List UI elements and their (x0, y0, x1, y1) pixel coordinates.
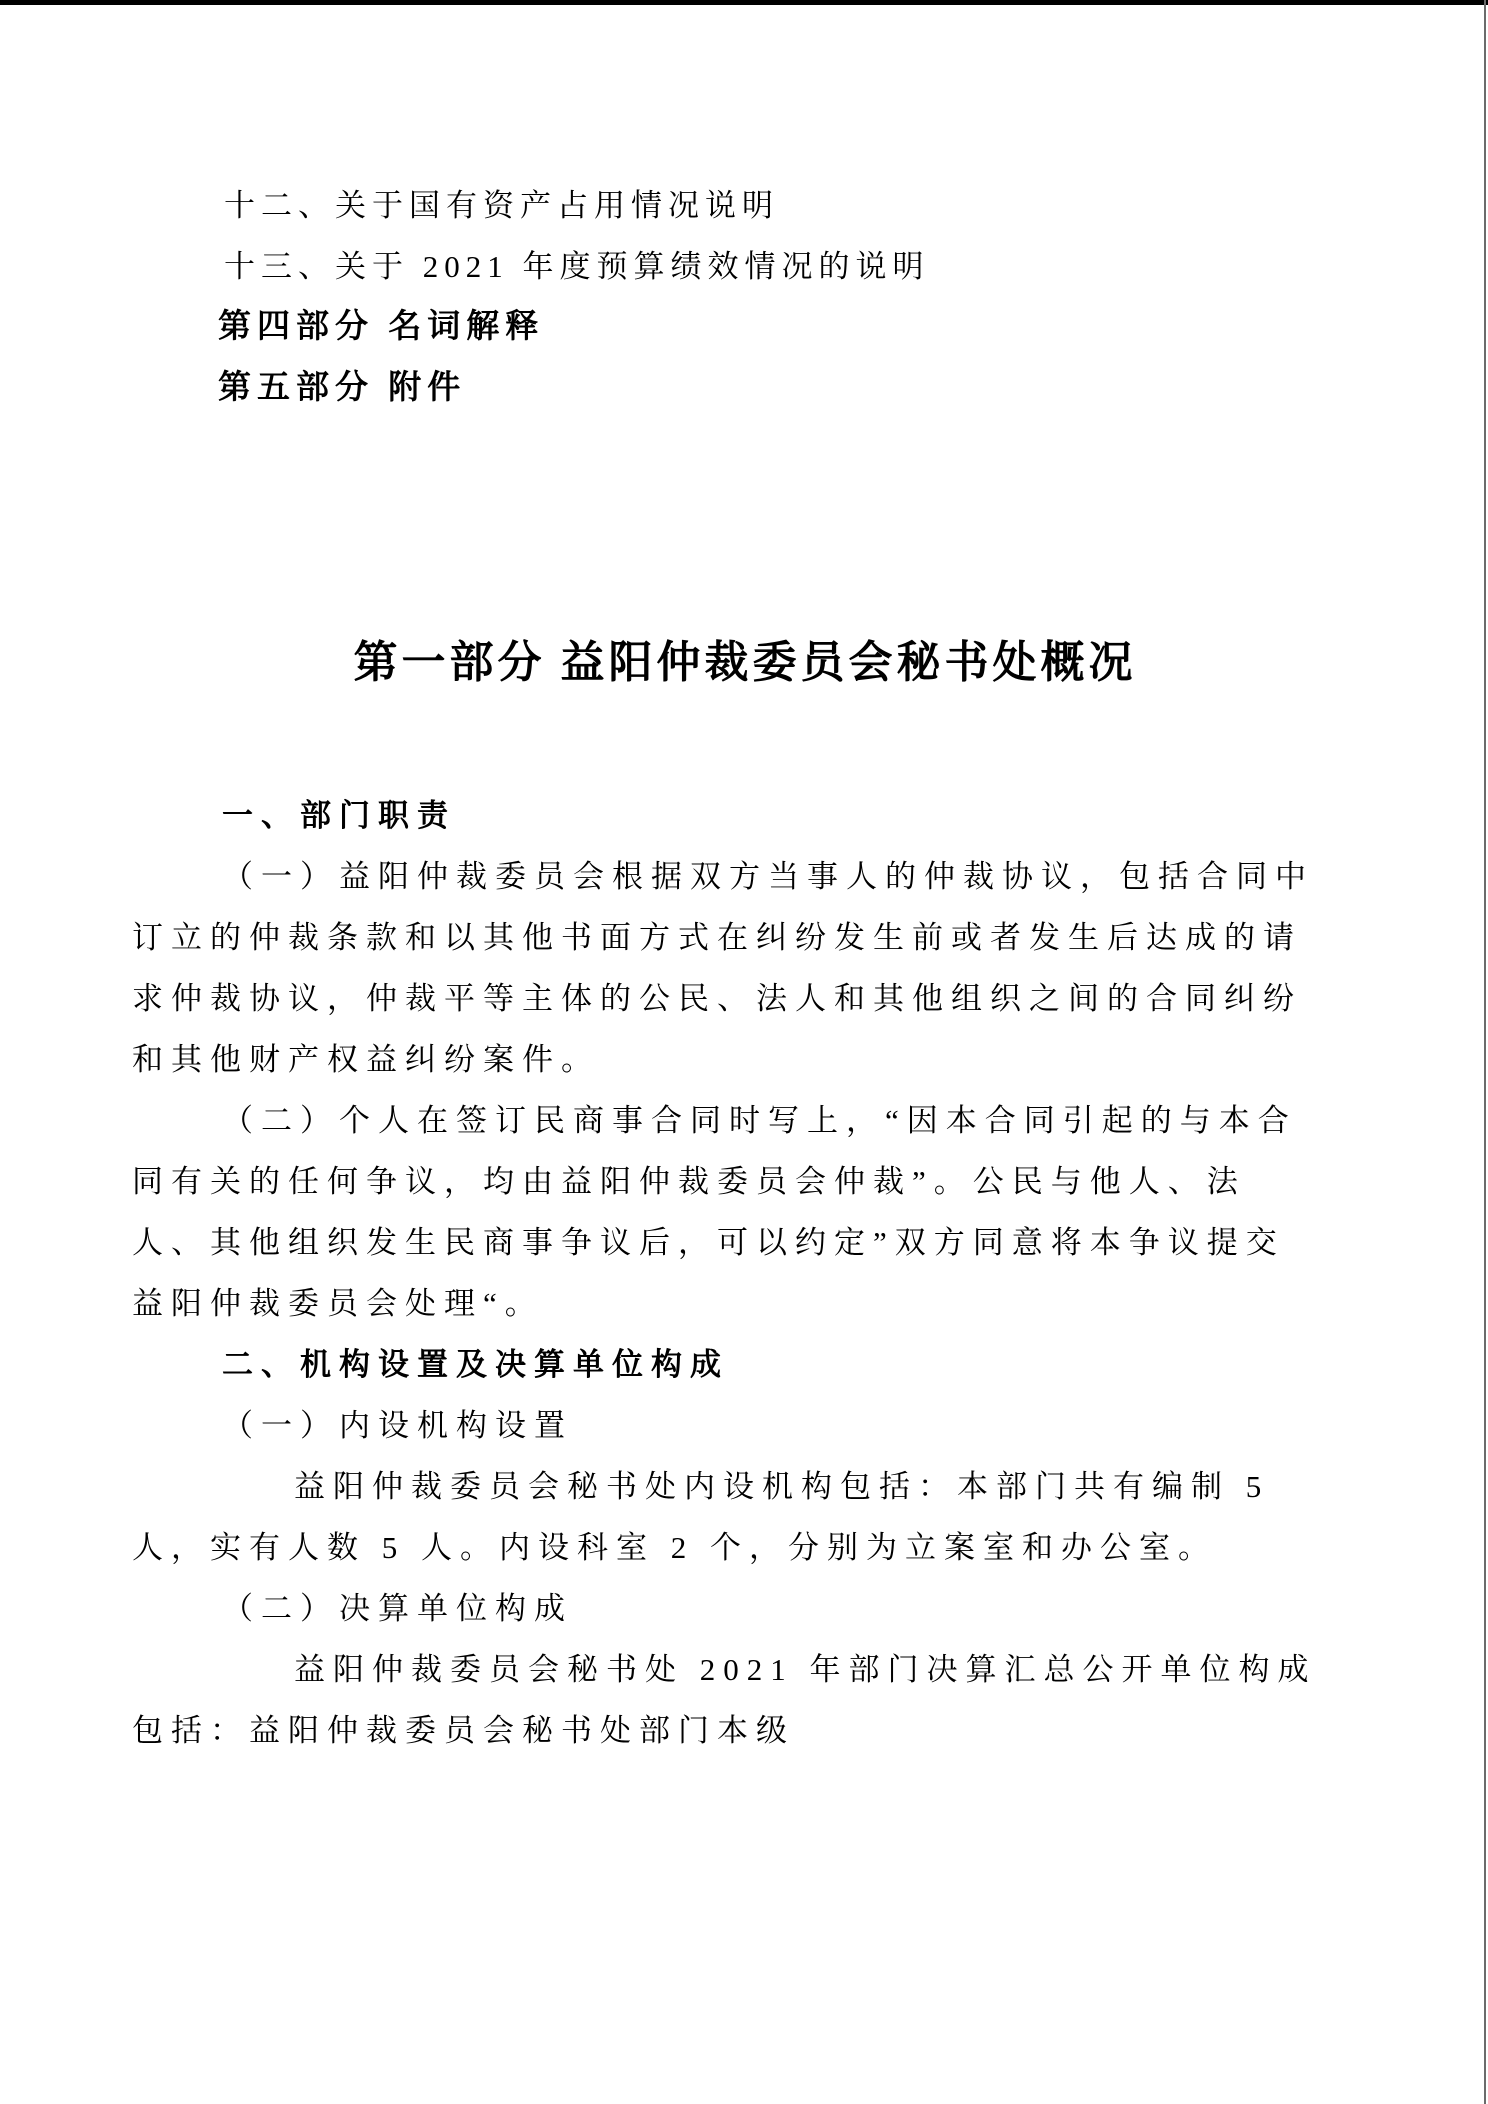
toc-item: 十三、关于 2021 年度预算绩效情况的说明 (224, 249, 930, 284)
body-text-line: 人、其他组织发生民商事争议后，可以约定”双方同意将本争议提交 (132, 1225, 1285, 1260)
toc-item: 第四部分 名词解释 (218, 309, 545, 345)
body-text-line: 益阳仲裁委员会秘书处内设机构包括：本部门共有编制 5 (294, 1469, 1270, 1504)
scan-right-border (1484, 0, 1486, 2104)
body-text-line: 益阳仲裁委员会处理“。 (132, 1286, 544, 1321)
body-text-line: （一）益阳仲裁委员会根据双方当事人的仲裁协议，包括合同中 (222, 859, 1314, 894)
body-text-line: （一）内设机构设置 (222, 1408, 573, 1443)
toc-item: 第五部分 附件 (218, 370, 467, 406)
toc-item: 十二、关于国有资产占用情况说明 (224, 188, 779, 223)
body-text-line: 订立的仲裁条款和以其他书面方式在纠纷发生前或者发生后达成的请 (132, 920, 1302, 955)
body-text-line: 同有关的任何争议，均由益阳仲裁委员会仲裁”。公民与他人、法 (132, 1164, 1246, 1199)
body-text-line: 和其他财产权益纠纷案件。 (132, 1042, 600, 1077)
body-text-line: 求仲裁协议，仲裁平等主体的公民、法人和其他组织之间的合同纠纷 (132, 981, 1302, 1016)
body-text-line: 益阳仲裁委员会秘书处 2021 年部门决算汇总公开单位构成 (294, 1652, 1317, 1687)
table-of-contents (132, 175, 1358, 419)
section-title: 第一部分 益阳仲裁委员会秘书处概况 (353, 638, 1137, 687)
scan-top-border (0, 0, 1488, 5)
body-text-line: 二、机构设置及决算单位构成 (222, 1347, 729, 1382)
body-text-line: （二）个人在签订民商事合同时写上，“因本合同引起的与本合 (222, 1103, 1297, 1138)
document-body (132, 785, 1358, 1761)
body-text-line: （二）决算单位构成 (222, 1591, 573, 1626)
body-text-line: 包括：益阳仲裁委员会秘书处部门本级 (132, 1713, 795, 1748)
body-text-line: 人，实有人数 5 人。内设科室 2 个，分别为立案室和办公室。 (132, 1530, 1217, 1565)
body-text-line: 一、部门职责 (222, 798, 456, 833)
